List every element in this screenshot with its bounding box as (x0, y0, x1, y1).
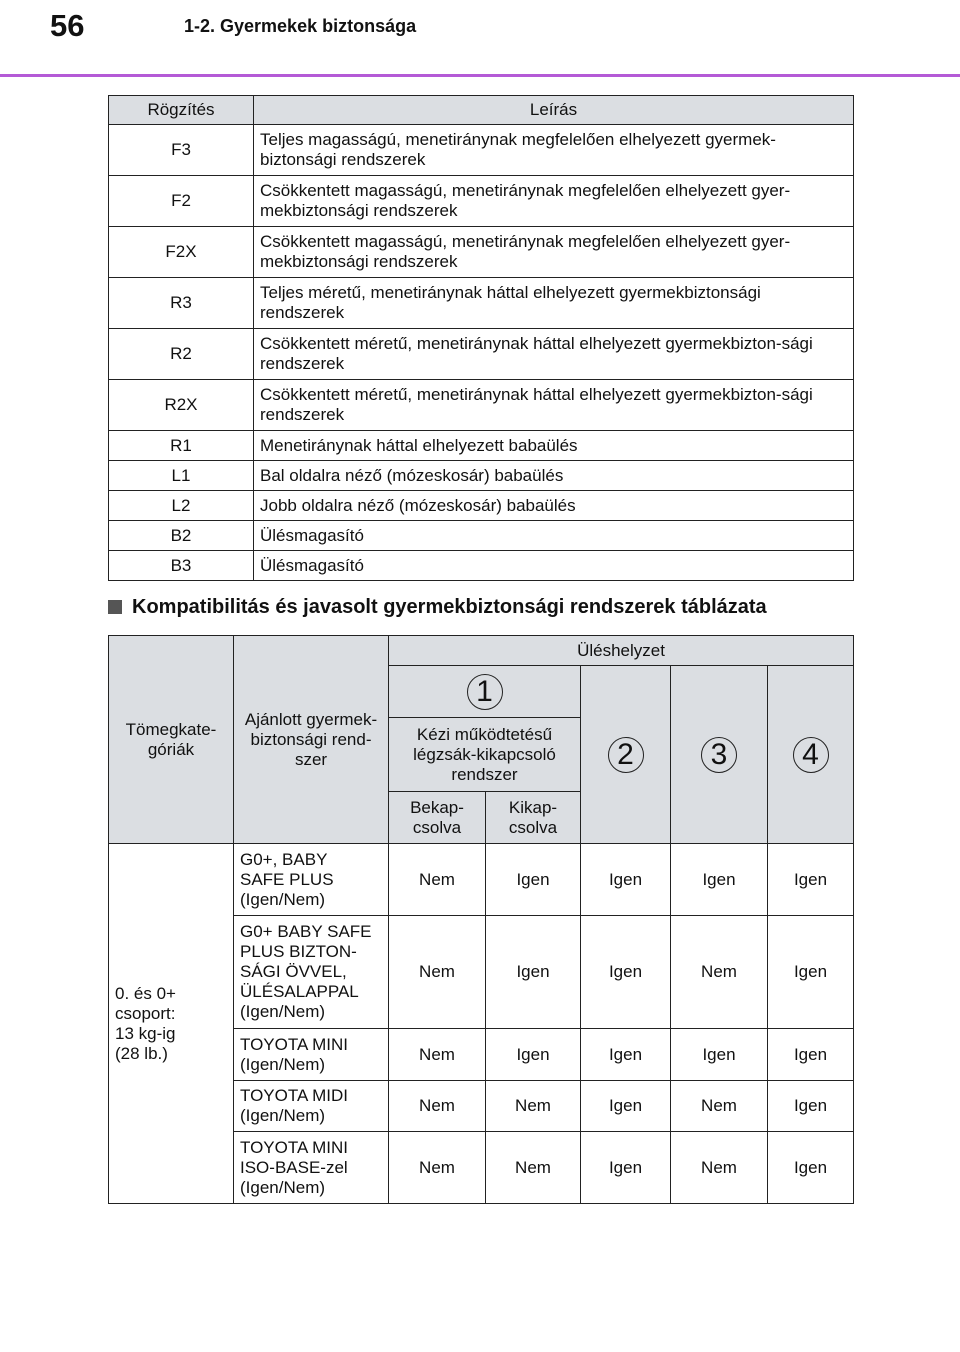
table-row (109, 844, 854, 916)
seat-line: G0+, BABY (240, 849, 328, 869)
fixture-desc: Bal oldalra néző (mózeskosár) babaülés (254, 461, 854, 491)
compat-value: Nem (486, 1132, 581, 1204)
compat-value: Nem (671, 1081, 768, 1132)
recommended-seat-header: Ajánlott gyermek-biztonsági rend-szer (234, 636, 389, 844)
fixture-desc: Teljes magasságú, menetiránynak megfelelően elhelyezett gyermek-biztonsági rendszerek (254, 125, 854, 176)
table-row (109, 491, 854, 521)
seat-line: ISO-BASE-zel (240, 1157, 348, 1177)
seat-line: SAFE PLUS (240, 869, 334, 889)
airbag-switch-header: Kézi működtetésű légzsák-kikapcsoló rendszer (389, 718, 581, 792)
compat-subheading-text: Kompatibilitás és javasolt gyermekbiztonsági rendszerek táblázata (132, 596, 767, 618)
fixture-code: B2 (109, 521, 254, 551)
fixture-desc: Ülésmagasító (254, 551, 854, 581)
fixture-code: F3 (109, 125, 254, 176)
header-divider (0, 74, 960, 77)
compat-value: Igen (671, 1029, 768, 1081)
compat-value: Nem (389, 844, 486, 916)
fixture-desc: Teljes méretű, menetiránynak háttal elhelyezett gyermekbiztonsági rendszerek (254, 278, 854, 329)
compat-value: Igen (768, 1081, 854, 1132)
seat-line: ÜLÉSALAPPAL (240, 982, 359, 1001)
group-line: (28 lb.) (115, 1043, 168, 1063)
seat-position-4 (768, 666, 854, 844)
fixture-table-header (109, 96, 854, 125)
seat-position-1 (389, 666, 581, 718)
seat-position-header: Üléshelyzet (389, 636, 854, 666)
fixture-code: F2X (109, 227, 254, 278)
table-row (109, 227, 854, 278)
fixture-code: R2 (109, 329, 254, 380)
seat-number-1-icon: 1 (467, 674, 503, 710)
compat-value: Igen (768, 916, 854, 1029)
fixture-code: L2 (109, 491, 254, 521)
seat-line: TOYOTA MINI (240, 1137, 348, 1157)
table-row (109, 380, 854, 431)
table-row (109, 125, 854, 176)
fixture-code: R3 (109, 278, 254, 329)
compat-header-row (109, 636, 854, 666)
seat-line: G0+ BABY SAFE (240, 922, 372, 941)
seat-line: (Igen/Nem) (240, 1106, 326, 1125)
fixture-desc: Jobb oldalra néző (mózeskosár) babaülés (254, 491, 854, 521)
fixture-code: F2 (109, 176, 254, 227)
table-row (109, 278, 854, 329)
compat-value: Igen (671, 844, 768, 916)
table-row (109, 551, 854, 581)
fixture-desc: Ülésmagasító (254, 521, 854, 551)
fixture-code: L1 (109, 461, 254, 491)
seat-position-2 (581, 666, 671, 844)
weight-category-header: Tömegkate-góriák (109, 636, 234, 844)
compat-value: Nem (486, 1081, 581, 1132)
compat-value: Igen (581, 916, 671, 1029)
seat-line: (Igen/Nem) (240, 1054, 326, 1074)
compat-value: Igen (581, 1029, 671, 1081)
compat-value: Nem (671, 916, 768, 1029)
seat-line: TOYOTA MIDI (240, 1086, 348, 1105)
group-line: 0. és 0+ (115, 983, 176, 1003)
fixture-desc: Menetiránynak háttal elhelyezett babaülés (254, 431, 854, 461)
compat-value: Igen (486, 1029, 581, 1081)
fixture-table (108, 95, 854, 581)
fixture-code: B3 (109, 551, 254, 581)
compat-value: Igen (768, 844, 854, 916)
compat-value: Igen (581, 844, 671, 916)
fixture-desc: Csökkentett magasságú, menetiránynak megfelelően elhelyezett gyer-mekbiztonsági rendszerek (254, 176, 854, 227)
page-number: 56 (50, 8, 85, 43)
seat-number-4-icon: 4 (793, 737, 829, 773)
compat-value: Igen (768, 1132, 854, 1204)
compat-value: Nem (389, 916, 486, 1029)
group-line: csoport: (115, 1003, 176, 1023)
compat-value: Nem (389, 1081, 486, 1132)
seat-line: TOYOTA MINI (240, 1034, 348, 1054)
section-title: 1-2. Gyermekek biztonsága (184, 16, 417, 36)
seat-number-3-icon: 3 (701, 737, 737, 773)
bullet-square-icon (108, 600, 122, 614)
seat-line: SÁGI ÖVVEL, (240, 962, 347, 981)
compat-value: Igen (486, 844, 581, 916)
seat-model-cell (234, 844, 389, 916)
airbag-off-header: Kikap-csolva (486, 792, 581, 844)
compat-subheading (108, 594, 767, 620)
compat-value: Igen (581, 1081, 671, 1132)
group-line: 13 kg-ig (115, 1023, 176, 1043)
fixture-desc: Csökkentett méretű, menetiránynak háttal elhelyezett gyermekbizton-sági rendszerek (254, 329, 854, 380)
seat-line: (Igen/Nem) (240, 1002, 326, 1021)
fixture-desc: Csökkentett méretű, menetiránynak háttal elhelyezett gyermekbizton-sági rendszerek (254, 380, 854, 431)
table-row (109, 461, 854, 491)
seat-number-2-icon: 2 (608, 737, 644, 773)
fixture-code: R2X (109, 380, 254, 431)
airbag-on-header: Bekap-csolva (389, 792, 486, 844)
compat-value: Nem (389, 1132, 486, 1204)
seat-line: (Igen/Nem) (240, 1177, 326, 1197)
fixture-header-code: Rögzítés (109, 96, 254, 125)
table-row (109, 521, 854, 551)
compat-value: Nem (671, 1132, 768, 1204)
compat-table (108, 635, 854, 1204)
seat-model-cell (234, 916, 389, 1029)
weight-group-cell (109, 844, 234, 1204)
seat-model-cell (234, 1132, 389, 1204)
table-row (109, 431, 854, 461)
compat-value: Igen (581, 1132, 671, 1204)
table-row (109, 176, 854, 227)
seat-line: PLUS BIZTON- (240, 942, 357, 961)
compat-value: Nem (389, 1029, 486, 1081)
compat-value: Igen (486, 916, 581, 1029)
fixture-desc: Csökkentett magasságú, menetiránynak megfelelően elhelyezett gyer-mekbiztonsági rendszerek (254, 227, 854, 278)
fixture-code: R1 (109, 431, 254, 461)
seat-model-cell (234, 1029, 389, 1081)
seat-line: (Igen/Nem) (240, 889, 326, 909)
seat-model-cell (234, 1081, 389, 1132)
fixture-header-desc: Leírás (254, 96, 854, 125)
table-row (109, 329, 854, 380)
compat-value: Igen (768, 1029, 854, 1081)
seat-position-3 (671, 666, 768, 844)
